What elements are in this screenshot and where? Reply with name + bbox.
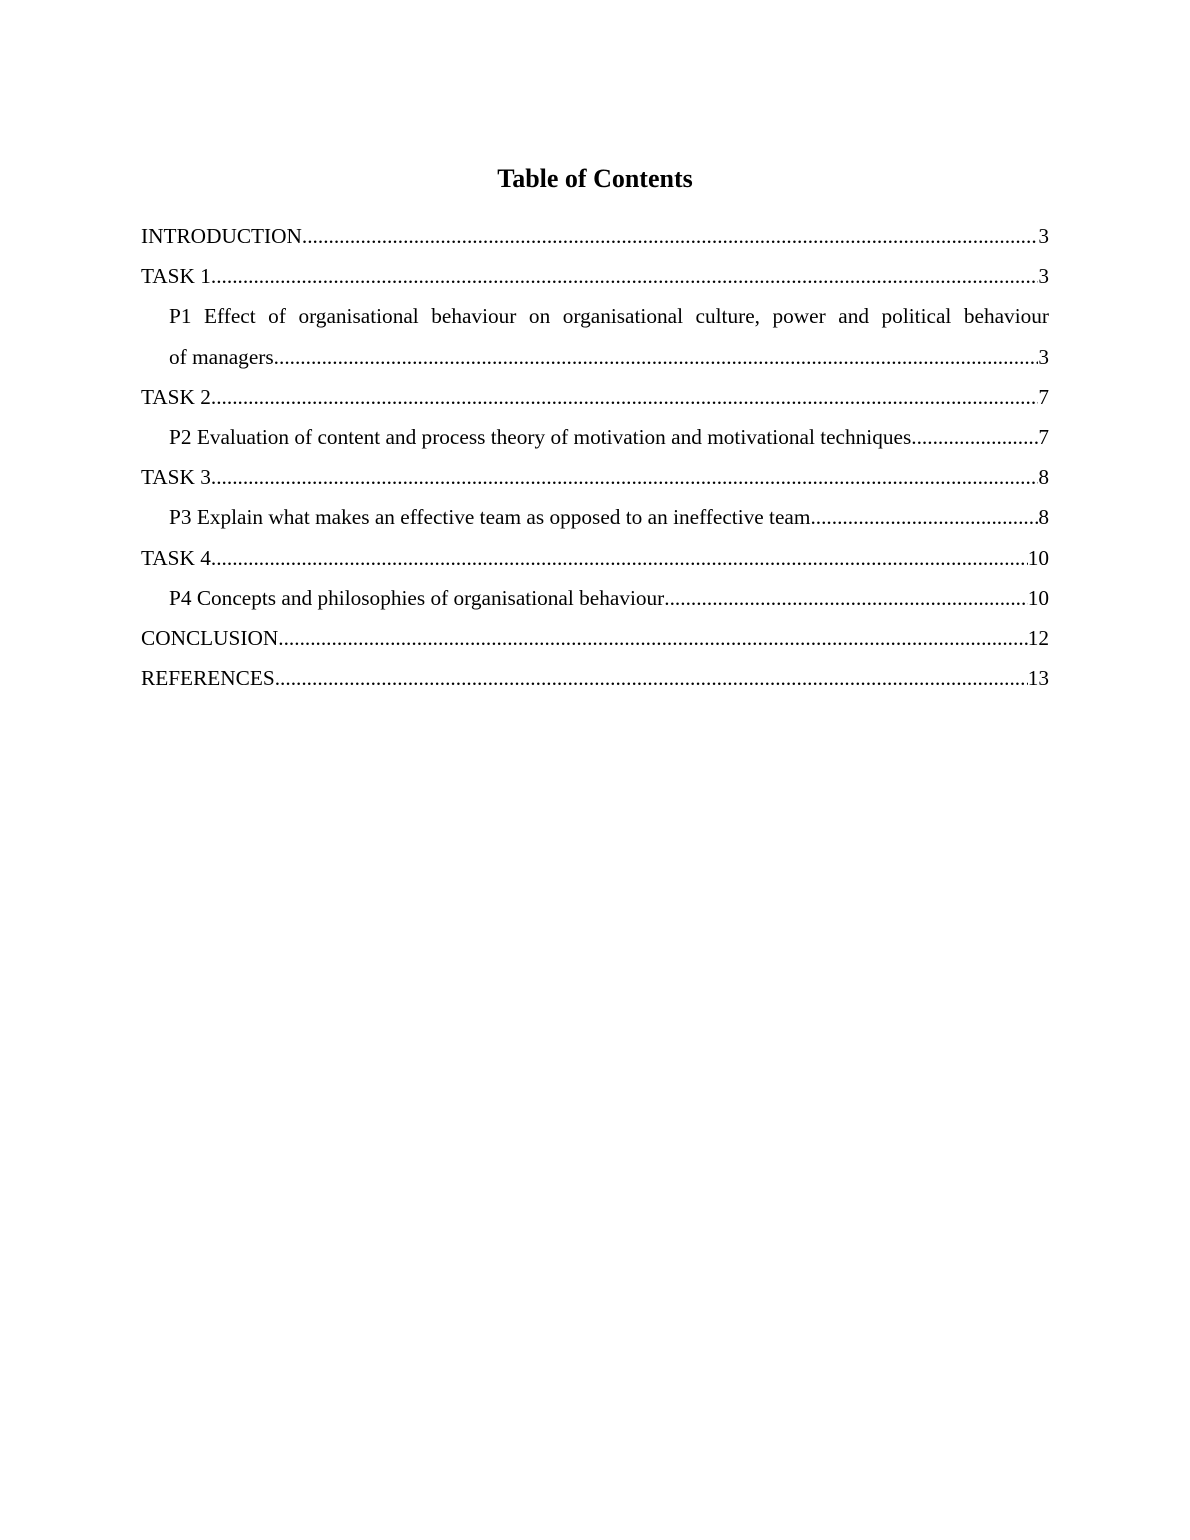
toc-page-number: 7 bbox=[1038, 424, 1049, 449]
table-of-contents bbox=[141, 216, 1049, 698]
toc-entry-task-3[interactable] bbox=[141, 457, 1049, 497]
toc-dot-leader bbox=[278, 618, 1027, 658]
toc-dot-leader bbox=[274, 337, 1039, 377]
toc-dot-leader bbox=[302, 216, 1038, 256]
toc-entry-conclusion[interactable] bbox=[141, 618, 1049, 658]
toc-dot-leader bbox=[275, 658, 1028, 698]
toc-entry-task-2[interactable] bbox=[141, 377, 1049, 417]
toc-entry-p1[interactable] bbox=[141, 296, 1049, 376]
toc-page-number: 3 bbox=[1038, 264, 1049, 289]
toc-entry-text: INTRODUCTION bbox=[141, 224, 302, 248]
toc-entry-references[interactable] bbox=[141, 658, 1049, 698]
toc-page-number: 3 bbox=[1038, 224, 1049, 248]
toc-title: Table of Contents bbox=[497, 164, 693, 193]
toc-page-number: 3 bbox=[1038, 344, 1049, 369]
toc-page-number: 10 bbox=[1027, 545, 1049, 570]
toc-entry-text: TASK 2 bbox=[141, 384, 211, 409]
toc-page-number: 7 bbox=[1038, 384, 1049, 409]
toc-entry-text: P2 Evaluation of content and process theory of motivation and motivational techniques bbox=[169, 424, 912, 449]
toc-dot-leader bbox=[664, 578, 1027, 618]
toc-entry-p4[interactable] bbox=[141, 578, 1049, 618]
toc-entry-task-4[interactable] bbox=[141, 538, 1049, 578]
toc-dot-leader bbox=[211, 256, 1038, 296]
toc-page-number: 10 bbox=[1027, 585, 1049, 610]
toc-page-number: 8 bbox=[1038, 465, 1049, 490]
toc-entry-text: P4 Concepts and philosophies of organisational behaviour bbox=[169, 585, 665, 610]
toc-entry-p2[interactable] bbox=[141, 417, 1049, 457]
toc-dot-leader bbox=[211, 377, 1038, 417]
toc-entry-task-1[interactable] bbox=[141, 256, 1049, 296]
toc-entry-text-line-2: of managers bbox=[169, 344, 274, 369]
toc-entry-text: TASK 3 bbox=[141, 465, 211, 490]
toc-entry-p3[interactable] bbox=[141, 497, 1049, 537]
toc-page-number: 13 bbox=[1027, 666, 1049, 691]
toc-entry-text: REFERENCES bbox=[141, 666, 275, 691]
toc-entry-text: P3 Explain what makes an effective team as opposed to an ineffective team bbox=[169, 505, 811, 530]
toc-dot-leader bbox=[211, 457, 1038, 497]
toc-entry-text-line-1: P1 Effect of organisational behaviour on organisational culture, power and political behaviour bbox=[169, 304, 1049, 329]
toc-entry-text: TASK 4 bbox=[141, 545, 211, 570]
toc-entry-introduction[interactable] bbox=[141, 216, 1049, 256]
toc-dot-leader bbox=[211, 538, 1028, 578]
toc-dot-leader bbox=[810, 497, 1038, 537]
toc-dot-leader bbox=[911, 417, 1038, 457]
toc-entry-text: CONCLUSION bbox=[141, 625, 279, 650]
toc-page-number: 12 bbox=[1027, 625, 1049, 650]
toc-page-number: 8 bbox=[1038, 505, 1049, 530]
toc-entry-text: TASK 1 bbox=[141, 264, 211, 289]
